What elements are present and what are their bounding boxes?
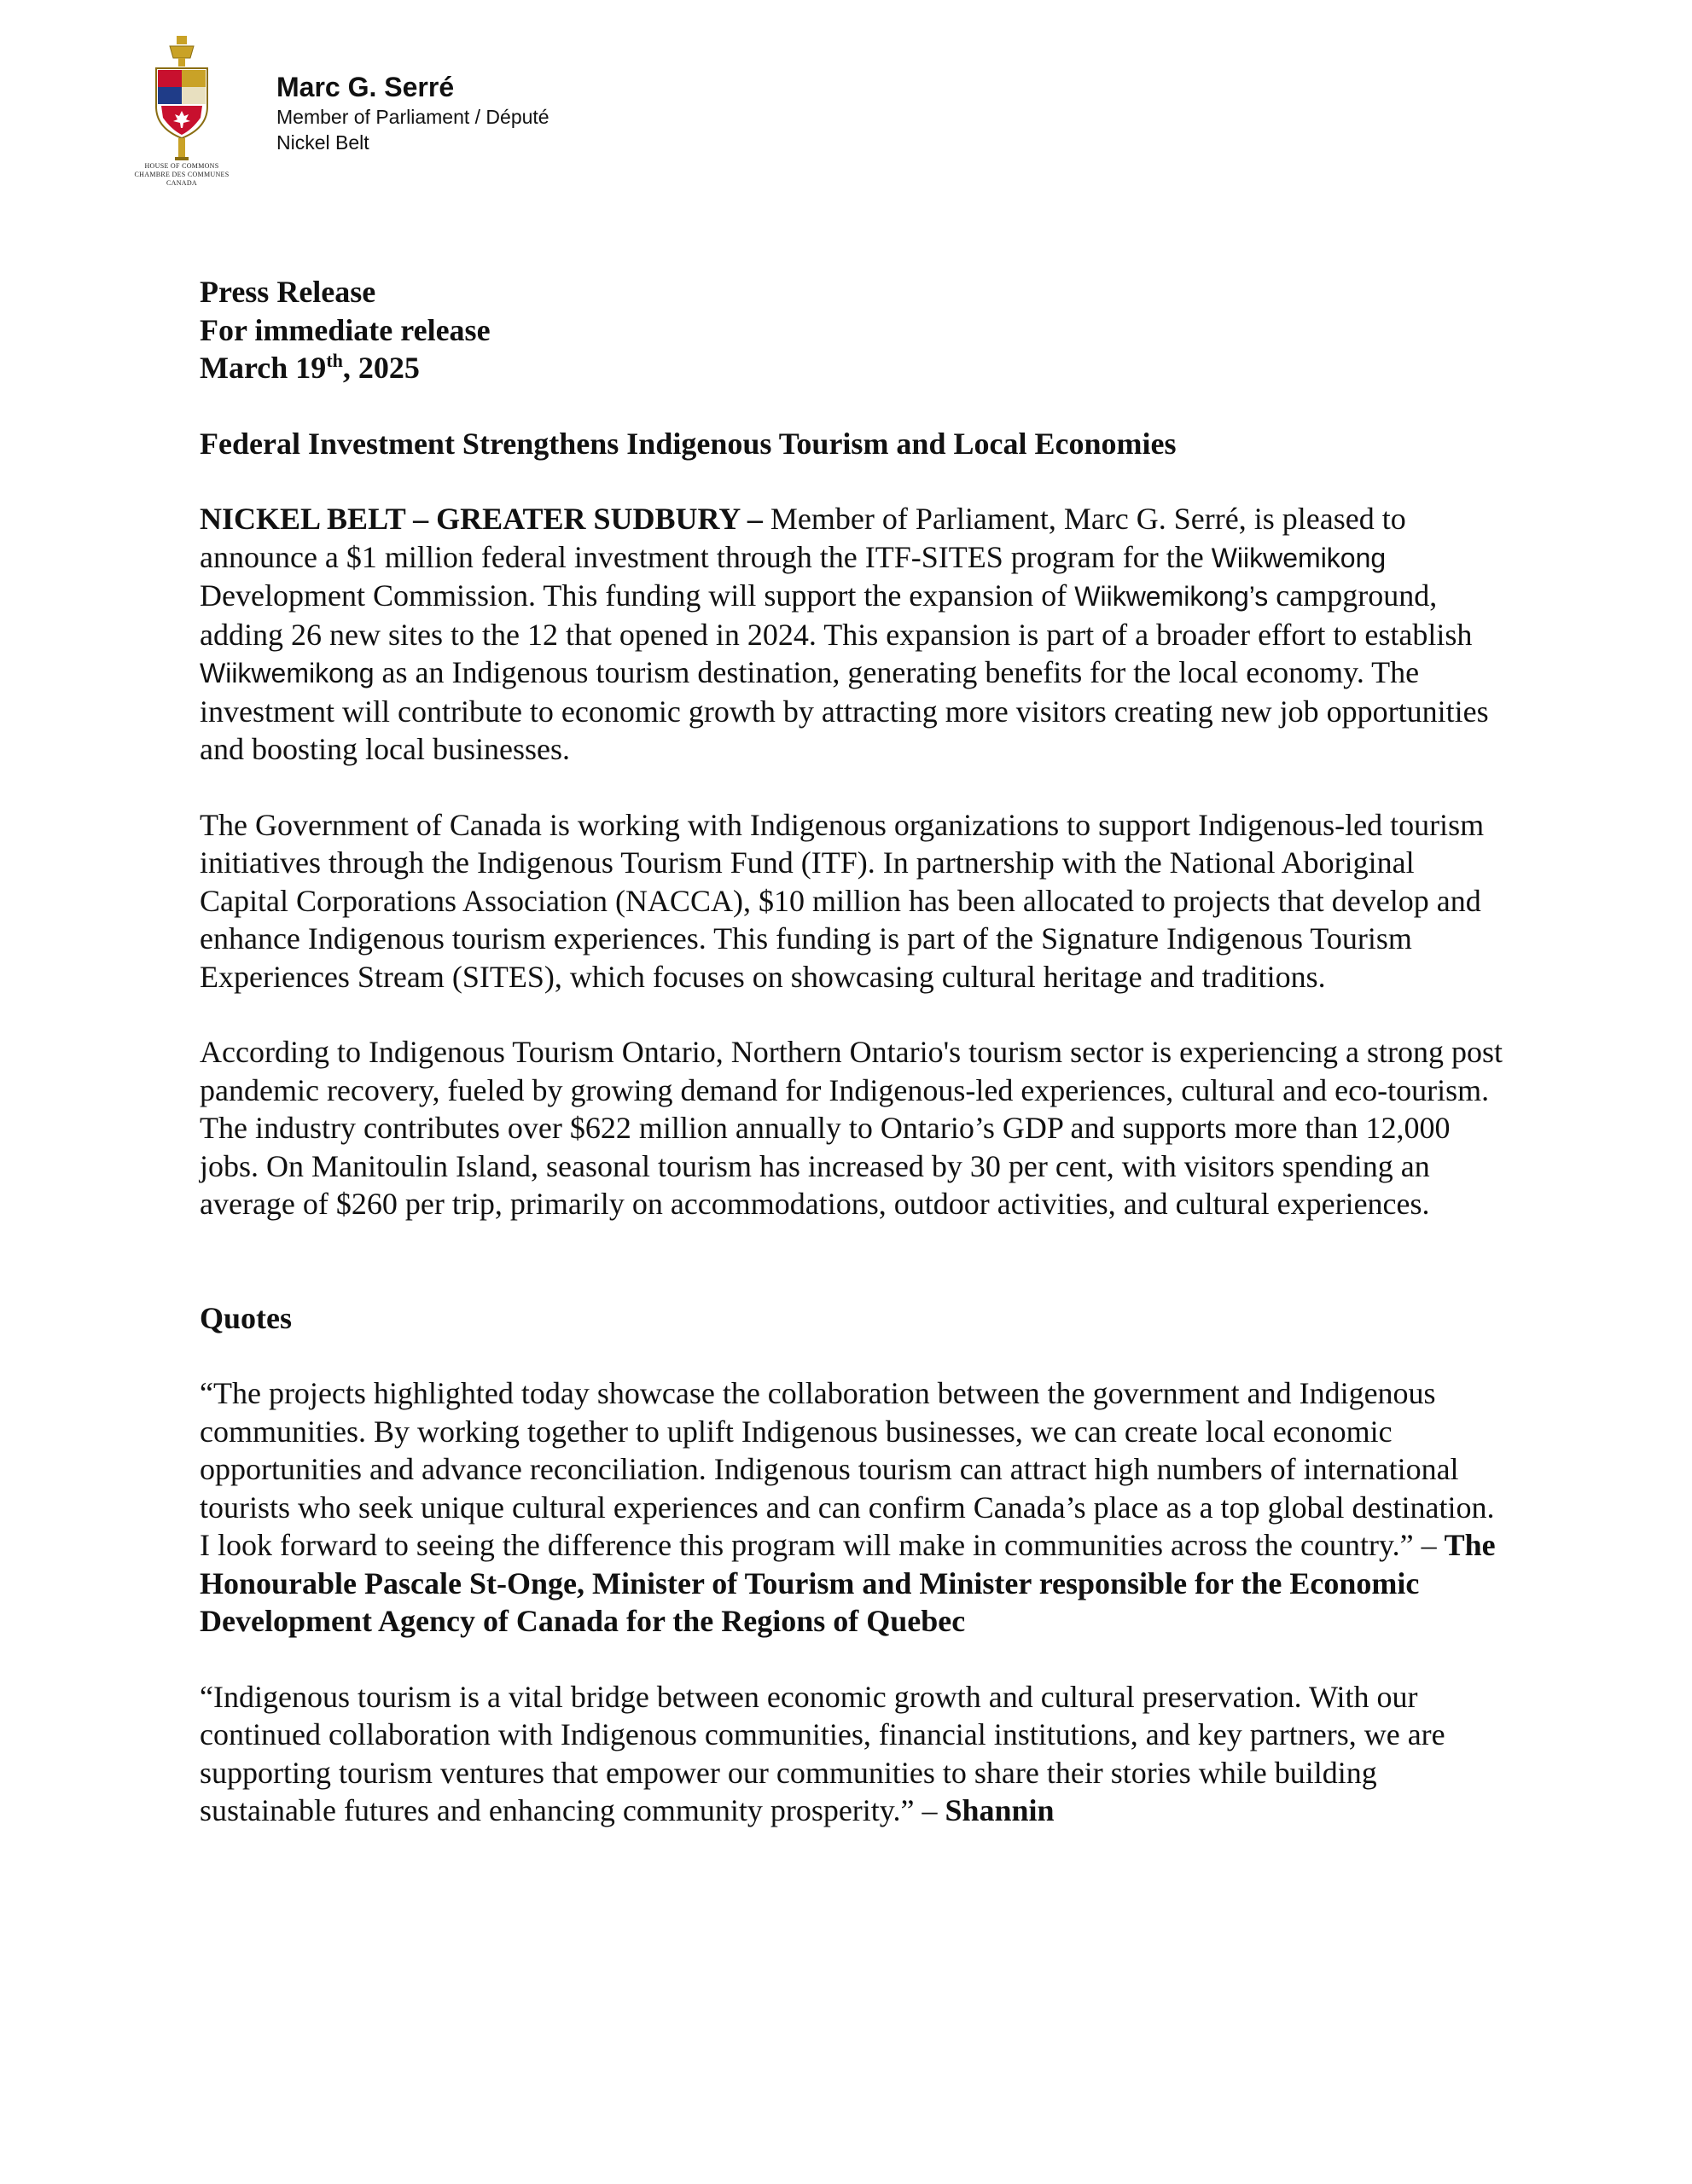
para1-wiikwemikong-3: Wiikwemikong	[200, 658, 375, 688]
para1-text-4: as an Indigenous tourism destination, generating benefits for the local economy. The investment will contribute to economic growth by attracting more visitors creating new job opportunities and boosting local businesses.	[200, 655, 1489, 766]
para1-text-3: campground, adding 26 new sites to the 12 that opened in 2024. This expansion is part of a broader effort to establish	[200, 578, 1473, 652]
date-month-day: March 19	[200, 351, 327, 385]
headline: Federal Investment Strengthens Indigenous Tourism and Local Economies	[200, 426, 1177, 461]
para1-text-1: Member of Parliament, Marc G. Serré, is pleased to announce a $1 million federal investment through the ITF-SITES program for the	[200, 502, 1406, 574]
date-ordinal: th	[326, 350, 343, 371]
crest-caption-line1: HOUSE OF COMMONS	[144, 162, 219, 170]
quote-2-text: “Indigenous tourism is a vital bridge between economic growth and cultural preservation. With our continued collaboration with Indigenous communities, financial institutions, and key partners, we are supporting tourism ventures that empower our communities to share their stories while building sustainable futures and enhancing community prosperity.” –	[200, 1679, 1445, 1827]
para1-text-2: Development Commission. This funding will support the expansion of	[200, 578, 1075, 613]
quote-2-attribution: Shannin	[945, 1793, 1055, 1827]
release-type: Press Release	[200, 275, 376, 309]
paragraph-3: According to Indigenous Tourism Ontario, Northern Ontario's tourism sector is experiencing a strong post pandemic recovery, fueled by growing demand for Indigenous-led experiences, cultural and eco-tourism. The industry contributes over $622 million annually to Ontario’s GDP and supports more than 12,000 jobs. On Manitoulin Island, seasonal tourism has increased by 30 per cent, with visitors spending an average of $260 per trip, primarily on accommodations, outdoor activities, and cultural experiences.	[200, 1035, 1503, 1221]
release-date	[200, 349, 1505, 387]
letterhead-contact	[276, 70, 549, 155]
para1-wiikwemikong-2: Wiikwemikong’s	[1074, 581, 1269, 612]
date-year: , 2025	[342, 351, 420, 385]
dateline: NICKEL BELT – GREATER SUDBURY –	[200, 502, 763, 536]
quote-2	[200, 1678, 1505, 1830]
release-timing: For immediate release	[200, 312, 491, 347]
quote-1-attribution: The Honourable Pascale St-Onge, Minister of Tourism and Minister responsible for the Economic Development Agency of Canada for the Regions of Quebec	[200, 1528, 1496, 1638]
crest-caption-line3: CANADA	[166, 179, 198, 187]
paragraph-2: The Government of Canada is working with Indigenous organizations to support Indigenous-led tourism initiatives through the Indigenous Tourism Fund (ITF). In partnership with the National Aboriginal Capital Corporations Association (NACCA), $10 million has been allocated to projects that develop and enhance Indigenous tourism experiences. This funding is part of the Signature Indigenous Tourism Experiences Stream (SITES), which focuses on showcasing cultural heritage and traditions.	[200, 807, 1485, 994]
mp-riding: Nickel Belt	[276, 131, 369, 154]
quotes-heading: Quotes	[200, 1300, 292, 1335]
crest-caption	[122, 162, 241, 188]
paragraph-1	[200, 500, 1505, 769]
mp-title: Member of Parliament / Député	[276, 106, 549, 128]
para1-wiikwemikong-1: Wiikwemikong	[1211, 542, 1387, 573]
crest-icon	[122, 34, 241, 162]
crest-caption-line2: CHAMBRE DES COMMUNES	[134, 171, 230, 178]
quote-1	[200, 1374, 1505, 1641]
press-release-body	[200, 273, 1505, 1830]
mp-name: Marc G. Serré	[276, 72, 455, 102]
quote-1-text: “The projects highlighted today showcase the collaboration between the government and Indigenous communities. By working together to uplift Indigenous businesses, we can create local economic opportunities and advance reconciliation. Indigenous tourism can attract high numbers of international tourists who seek unique cultural experiences and can confirm Canada’s place as a top global destination. I look forward to seeing the difference this program will make in communities across the country.” –	[200, 1376, 1495, 1562]
